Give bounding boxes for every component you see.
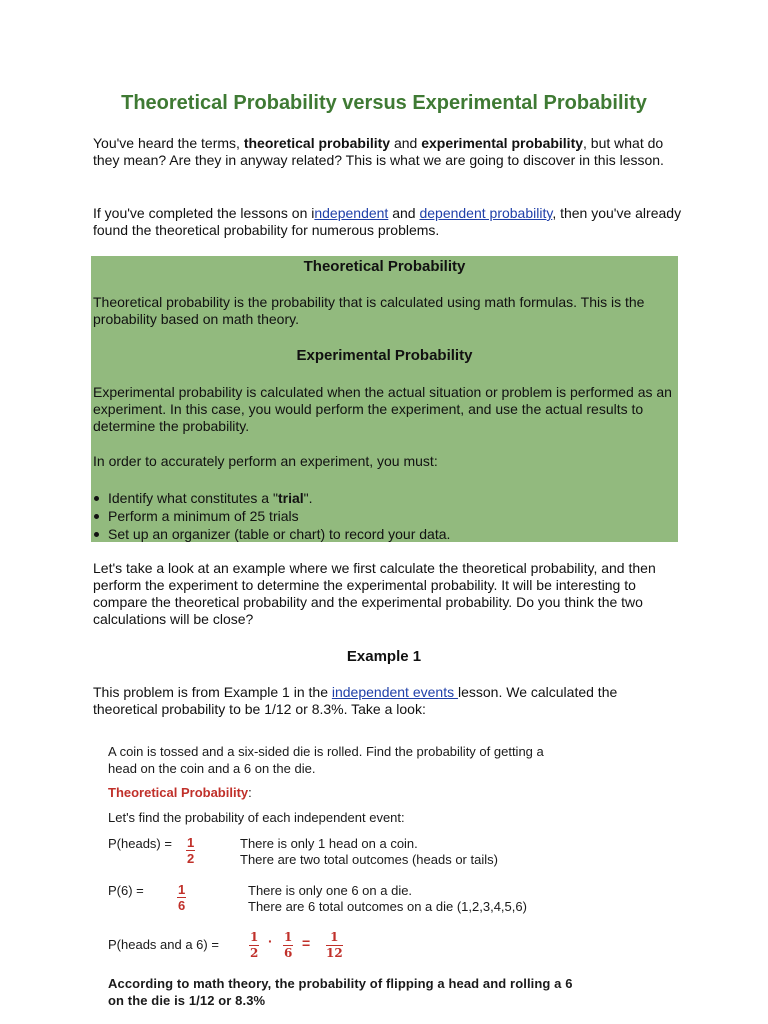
fraction-denominator: 6: [284, 946, 293, 960]
joint-result-fraction: [326, 930, 343, 961]
heads-denominator: 2: [187, 851, 195, 866]
requirements-list: [93, 489, 673, 543]
list-item-text: ".: [303, 490, 313, 506]
independent-link[interactable]: ndependent: [314, 205, 389, 221]
example-intro-paragraph: Let's take a look at an example where we first calculate the theoretical probability, and then perform the experiment to determine the experimental probability. It will be interesting to compare the theoretical probability and the experimental probability. Do you think the two calculations will be close?: [93, 560, 656, 627]
conclusion-line-2: on the die is 1/12 or 8.3%: [108, 993, 266, 1008]
example-text: lesson. We calculated the theoretical probability to be 1/12 or 8.3%. Take a look:: [93, 684, 618, 717]
joint-fraction-1: [249, 930, 259, 961]
fraction-numerator: 1: [250, 930, 259, 944]
six-numerator: 1: [178, 882, 186, 897]
prereq-text: and: [388, 205, 420, 221]
multiply-operator: ·: [268, 933, 273, 949]
six-label: P(6) =: [108, 883, 144, 898]
page-title: Theoretical Probability versus Experimental Probability: [121, 92, 647, 114]
example-text: This problem is from Example 1 in the: [93, 684, 332, 700]
list-item: [93, 489, 673, 507]
term-theoretical: theoretical probability: [243, 135, 391, 151]
find-line: Let's find the probability of each independent event:: [108, 810, 405, 825]
joint-fraction-2: [283, 930, 293, 961]
six-note-2: There are 6 total outcomes on a die (1,2,3,4,5,6): [248, 899, 527, 914]
heads-fraction: [186, 835, 195, 866]
intro-text: , but what do they mean? Are they in anyway related? This is what we are going to discover in this lesson.: [93, 135, 664, 168]
six-denominator: 6: [178, 898, 186, 913]
example-heading: Example 1: [346, 648, 422, 665]
problem-line-2: head on the coin and a 6 on the die.: [108, 761, 316, 776]
term-experimental: experimental probability: [421, 135, 584, 151]
prereq-text: , then you've already found the theoretical probability for numerous problems.: [93, 205, 682, 238]
tp-label: Theoretical Probability: [108, 785, 249, 800]
heads-note-2: There are two total outcomes (heads or tails): [240, 852, 498, 867]
prereq-paragraph: [93, 205, 683, 239]
requirements-intro: In order to accurately perform an experiment, you must:: [93, 453, 438, 469]
experimental-definition: Experimental probability is calculated when the actual situation or problem is performed as an experiment. In this case, you would perform the experiment, and use the actual results to determine the probability.: [93, 384, 672, 434]
theoretical-definition: Theoretical probability is the probability that is calculated using math formulas. This is the probability based on math theory.: [93, 294, 645, 327]
intro-text: You've heard the terms,: [93, 135, 244, 151]
intro-paragraph: [93, 135, 683, 169]
example-image: [0, 735, 768, 1024]
example-paragraph: [93, 684, 683, 718]
definitions-box: [91, 256, 678, 542]
tp-colon: :: [248, 785, 252, 800]
six-note-1: There is only one 6 on a die.: [248, 883, 413, 898]
theoretical-heading: Theoretical Probability: [303, 258, 466, 275]
fraction-numerator: 1: [326, 930, 343, 946]
tp-label-line: [108, 785, 252, 801]
list-item-text: Identify what constitutes a ": [108, 490, 278, 506]
six-fraction: [177, 882, 186, 913]
heads-note-1: There is only 1 head on a coin.: [240, 836, 418, 851]
experimental-heading: Experimental Probability: [296, 347, 473, 364]
fraction-denominator: 12: [326, 946, 343, 960]
heads-numerator: 1: [187, 835, 195, 850]
equals-operator: =: [302, 935, 311, 951]
term-trial: trial: [277, 490, 304, 506]
independent-events-link[interactable]: independent events: [331, 684, 458, 700]
intro-text: and: [390, 135, 422, 151]
list-item: Perform a minimum of 25 trials: [93, 507, 673, 525]
joint-label: P(heads and a 6) =: [108, 937, 219, 952]
fraction-numerator: 1: [284, 930, 293, 944]
prereq-text: If you've completed the lessons on i: [93, 205, 315, 221]
dependent-probability-link[interactable]: dependent probability: [419, 205, 553, 221]
heads-label: P(heads) =: [108, 836, 172, 851]
fraction-denominator: 2: [250, 946, 259, 960]
list-item: Set up an organizer (table or chart) to record your data.: [93, 525, 673, 543]
conclusion-line-1: According to math theory, the probability of flipping a head and rolling a 6: [108, 976, 573, 991]
problem-line-1: A coin is tossed and a six-sided die is rolled. Find the probability of getting a: [108, 744, 544, 759]
